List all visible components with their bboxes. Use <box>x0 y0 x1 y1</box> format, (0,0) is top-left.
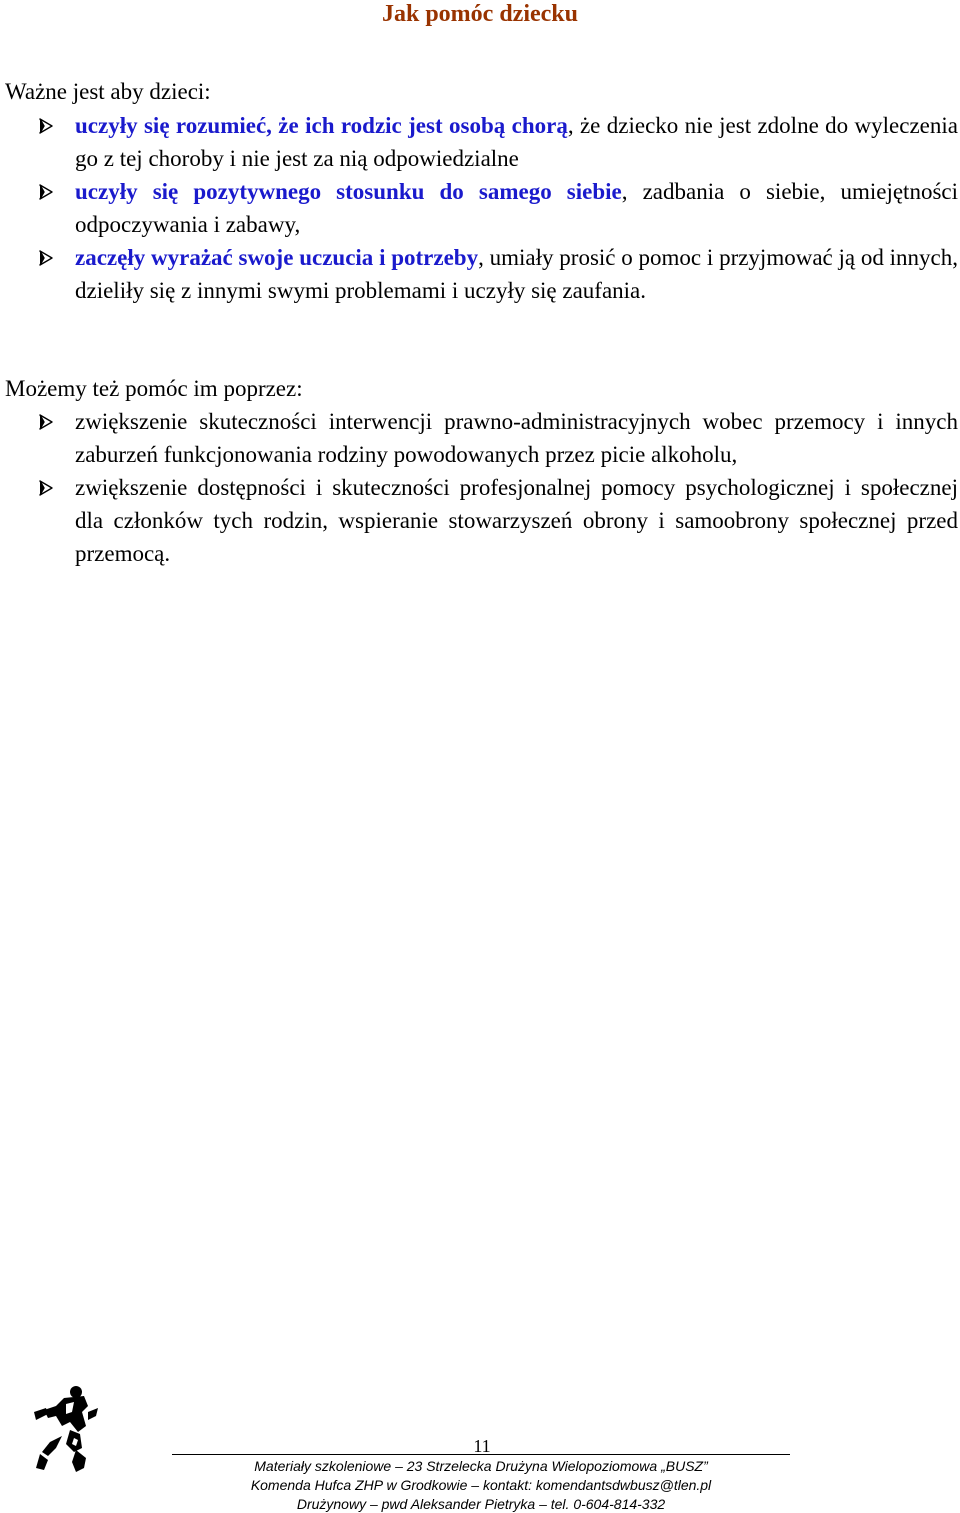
item-text: zwiększenie skuteczności interwencji prawno-administracyjnych wobec przemocy i innych zaburzeń funkcjonowania rodziny powodowanych przez picie alkoholu, <box>75 409 958 467</box>
footer-rule <box>172 1454 790 1455</box>
list-item <box>0 241 958 307</box>
footer-line-3: Drużynowy – pwd Aleksander Pietryka – tel. 0-604-814-332 <box>296 1496 666 1512</box>
section1-list <box>0 109 958 307</box>
section1-intro: Ważne jest aby dzieci: <box>5 79 211 104</box>
footer-line-1: Materiały szkoleniowe – 23 Strzelecka Drużyna Wielopoziomowa „BUSZ” <box>254 1458 708 1474</box>
page-title: Jak pomóc dziecku <box>381 1 578 27</box>
section2-intro: Możemy też pomóc im poprzez: <box>5 376 303 401</box>
arrow-bullet-icon <box>38 118 54 134</box>
highlight-text: uczyły się pozytywnego stosunku do samego siebie <box>75 179 622 204</box>
footer-line-2: Komenda Hufca ZHP w Grodkowie – kontakt: komendantsdwbusz@tlen.pl <box>250 1477 712 1493</box>
list-item <box>0 109 958 175</box>
arrow-bullet-icon <box>38 414 54 430</box>
highlight-text: zaczęły wyrażać swoje uczucia i potrzeby <box>75 245 479 270</box>
list-item <box>0 175 958 241</box>
arrow-bullet-icon <box>38 184 54 200</box>
highlight-text: uczyły się rozumieć, że ich rodzic jest osobą chorą <box>75 113 568 138</box>
item-text: , zadbania o siebie, umiejętności odpoczywania i zabawy, <box>75 179 958 237</box>
list-item <box>0 405 958 471</box>
arrow-bullet-icon <box>38 250 54 266</box>
page-number: 11 <box>473 1436 491 1456</box>
item-text: , że dziecko nie jest zdolne do wyleczenia go z tej choroby i nie jest za nią odpowiedzialne <box>75 113 958 171</box>
list-item <box>0 471 958 570</box>
section2-list <box>0 405 958 570</box>
scout-logo-icon <box>26 1382 100 1474</box>
item-text: zwiększenie dostępności i skuteczności profesjonalnej pomocy psychologicznej i społecznej dla członków tych rodzin, wspieranie stowarzyszeń obrony i samoobrony społecznej przed przemocą. <box>75 475 958 566</box>
item-text: , umiały prosić o pomoc i przyjmować ją od innych, dzieliły się z innymi swymi problemami i uczyły się zaufania. <box>75 245 958 303</box>
arrow-bullet-icon <box>38 480 54 496</box>
